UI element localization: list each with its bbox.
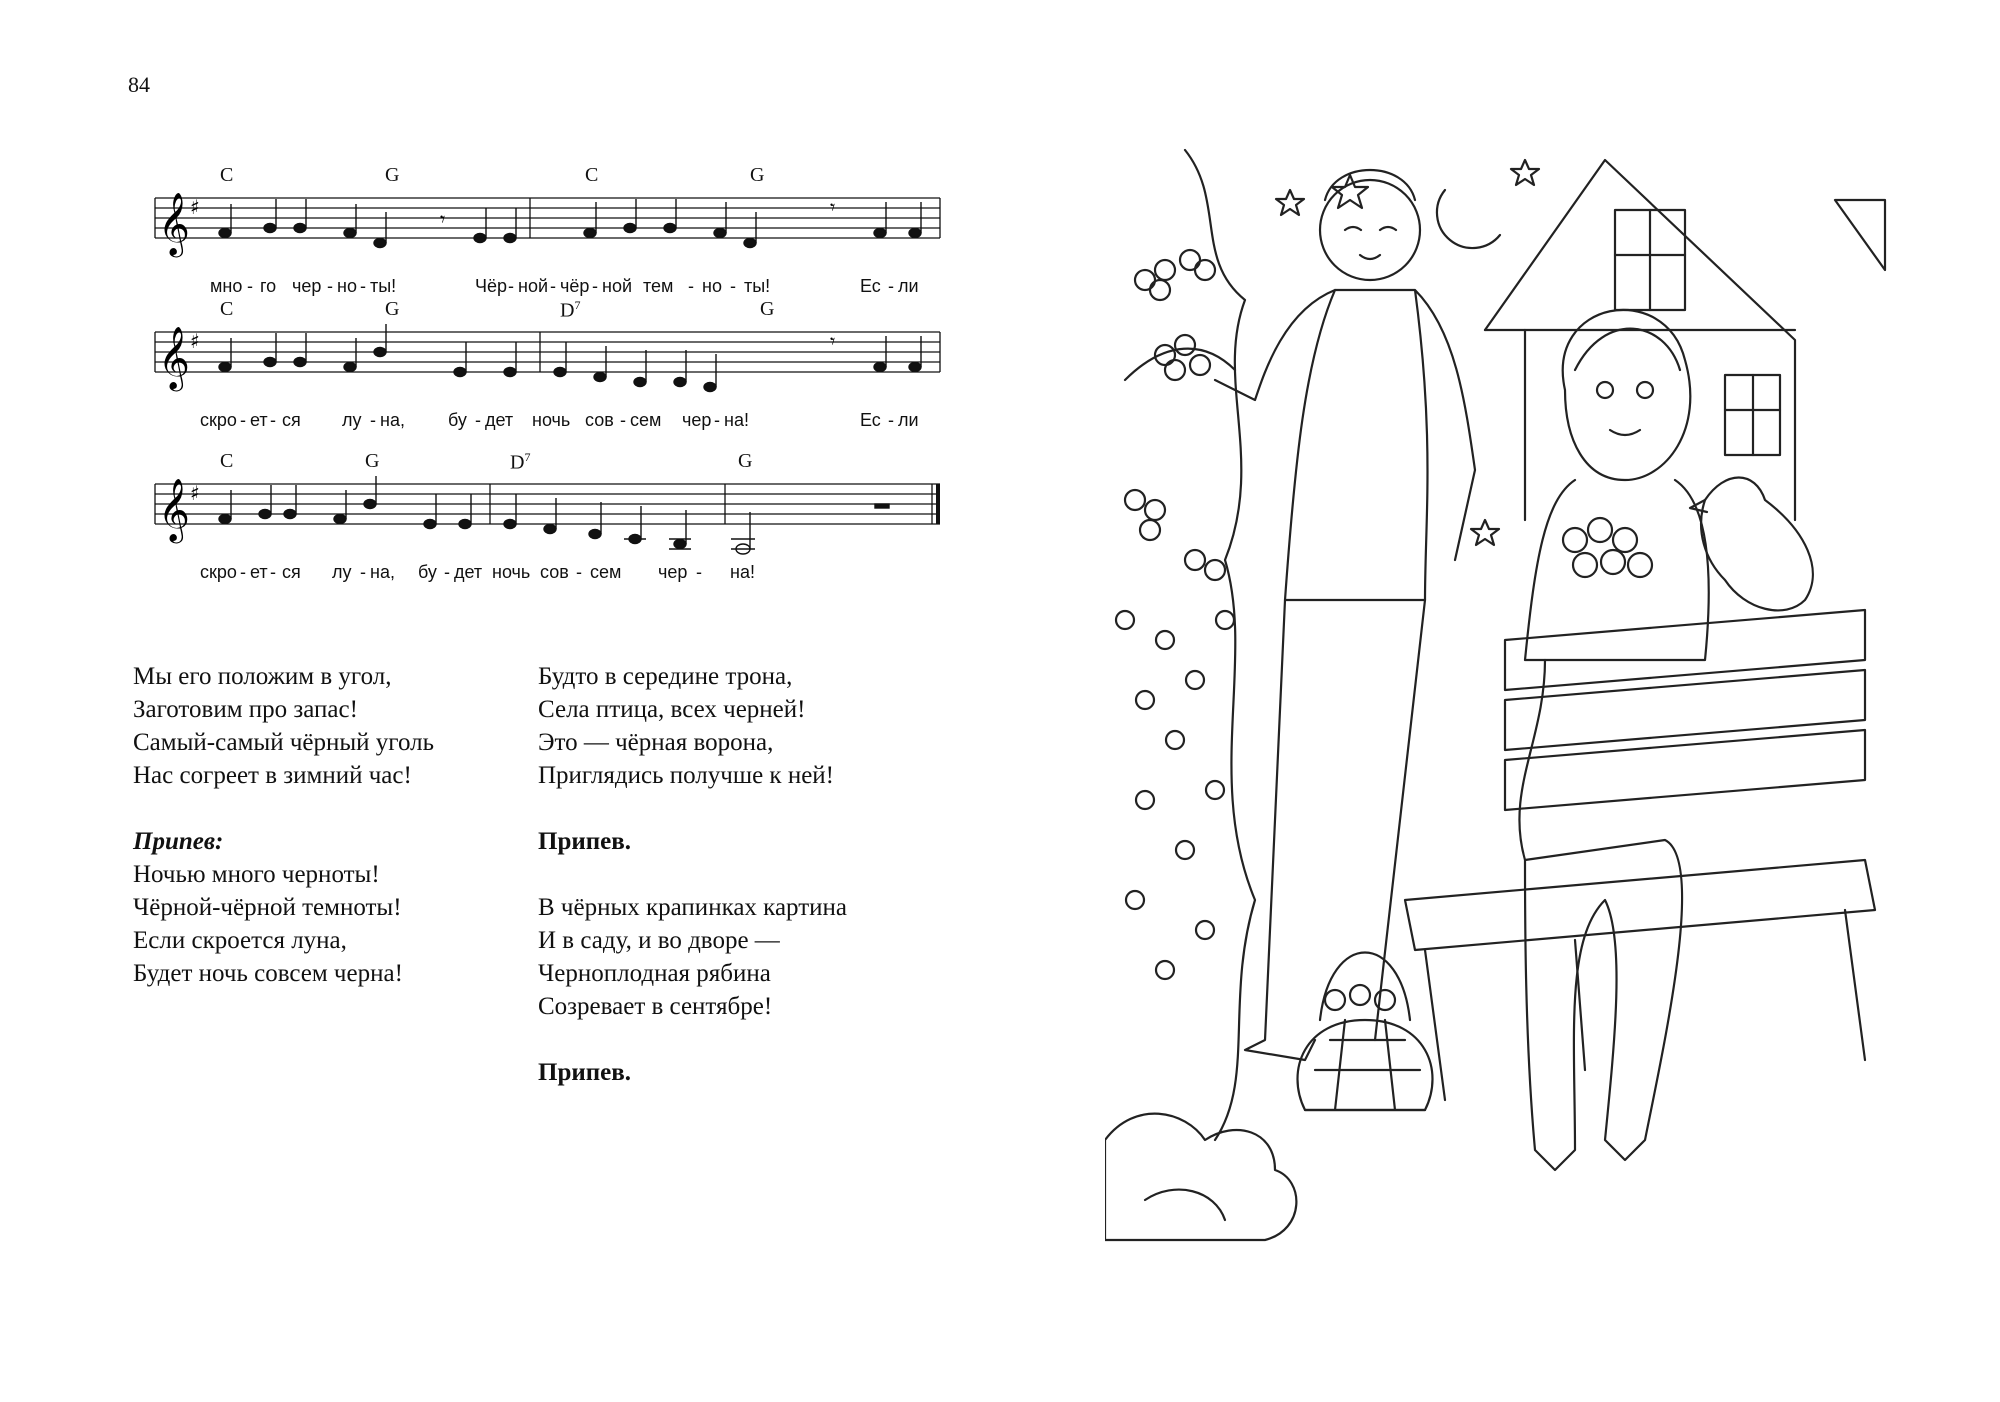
lyric-syllable: - bbox=[620, 410, 626, 430]
lyric-syllable: - bbox=[475, 410, 481, 430]
lyric-syllable: ся bbox=[282, 562, 301, 582]
verse-line: Черноплодная рябина bbox=[538, 960, 771, 987]
lyric-syllable: скро bbox=[200, 562, 237, 582]
lyric-syllable: - bbox=[270, 410, 276, 430]
svg-text:𝄞: 𝄞 bbox=[158, 478, 190, 541]
lyric-syllable: ночь bbox=[532, 410, 571, 430]
verse-line: Созревает в сентябре! bbox=[538, 993, 773, 1020]
svg-text:𝄾: 𝄾 bbox=[830, 331, 836, 353]
chord-label: G bbox=[385, 164, 400, 186]
coloring-page-couple-on-bench-icon bbox=[1105, 140, 1905, 1280]
chord-label: G bbox=[750, 164, 765, 186]
lyric-syllable: но bbox=[337, 276, 357, 296]
lyric-syllable: - bbox=[247, 276, 253, 296]
lyric-syllable: - bbox=[888, 276, 894, 296]
lyric-syllable: ся bbox=[282, 410, 301, 430]
verse-line: Приглядись получше к ней! bbox=[538, 762, 835, 789]
verse-line: Будто в середине трона, bbox=[538, 663, 793, 690]
verse-line: Заготовим про запас! bbox=[133, 696, 358, 723]
lyric-syllable: ет bbox=[250, 562, 268, 582]
lyric-syllable: - bbox=[327, 276, 333, 296]
lyric-syllable: - bbox=[240, 410, 246, 430]
lyric-syllable: - bbox=[360, 276, 366, 296]
lyric-syllable: но bbox=[702, 276, 722, 296]
chord-label: C bbox=[220, 164, 234, 186]
verse-line: Мы его положим в угол, bbox=[133, 663, 392, 690]
coloring-illustration bbox=[1105, 140, 1905, 1280]
music-staff-3 bbox=[140, 450, 940, 600]
lyric-syllable: на! bbox=[724, 410, 749, 430]
lyric-syllable: сов bbox=[540, 562, 569, 582]
lyric-syllable: Ес bbox=[860, 410, 881, 430]
chord-label: G bbox=[385, 298, 400, 320]
lyric-syllable: - bbox=[550, 276, 556, 296]
refrain-line: Если скроется луна, bbox=[133, 927, 347, 954]
lyric-syllable: - bbox=[696, 562, 702, 582]
lyric-syllable: - bbox=[688, 276, 694, 296]
lyric-syllable: - bbox=[730, 276, 736, 296]
lyric-syllable: ной bbox=[602, 276, 633, 296]
music-staff-2 bbox=[140, 298, 940, 448]
lyric-syllable: - bbox=[508, 276, 514, 296]
lyric-syllable: сем bbox=[590, 562, 622, 582]
verse-line: Села птица, всех черней! bbox=[538, 696, 806, 723]
lyric-syllable: - bbox=[360, 562, 366, 582]
lyric-syllable: - bbox=[240, 562, 246, 582]
verse-line: Это — чёрная ворона, bbox=[538, 729, 774, 756]
lyric-syllable: - bbox=[888, 410, 894, 430]
chord-label: G bbox=[738, 450, 753, 472]
lyric-syllable: - bbox=[714, 410, 720, 430]
chord-label: G bbox=[760, 298, 775, 320]
lyric-syllable: бу bbox=[418, 562, 437, 582]
refrain-heading: Припев: bbox=[133, 828, 224, 855]
lyric-syllable: - bbox=[592, 276, 598, 296]
lyric-syllable: ет bbox=[250, 410, 268, 430]
svg-text:𝄞: 𝄞 bbox=[158, 192, 190, 255]
svg-text:𝄾: 𝄾 bbox=[830, 197, 836, 219]
svg-text:♯: ♯ bbox=[190, 329, 200, 353]
lyric-syllable: Чёр bbox=[475, 276, 508, 296]
lyric-syllable: тем bbox=[643, 276, 674, 296]
svg-text:𝄞: 𝄞 bbox=[158, 326, 190, 389]
verse-line: И в саду, и во дворе — bbox=[538, 927, 780, 954]
music-staff-1 bbox=[140, 164, 940, 314]
lyric-syllable: чёр bbox=[560, 276, 590, 296]
lyric-syllable: ли bbox=[898, 410, 919, 430]
lyric-syllable: скро bbox=[200, 410, 237, 430]
lyric-syllable: го bbox=[260, 276, 277, 296]
lyric-syllable: Ес bbox=[860, 276, 881, 296]
lyric-syllable: ты! bbox=[744, 276, 771, 296]
lyric-syllable: мно bbox=[210, 276, 243, 296]
svg-text:𝄾: 𝄾 bbox=[440, 209, 446, 231]
chord-label: $D^7$ bbox=[560, 298, 581, 322]
lyric-syllable: сов bbox=[585, 410, 614, 430]
chord-label: $D^7$ bbox=[510, 450, 531, 474]
lyric-syllable: на! bbox=[730, 562, 755, 582]
lyric-syllable: на, bbox=[380, 410, 405, 430]
lyric-syllable: дет bbox=[485, 410, 514, 430]
lyric-syllable: чер bbox=[682, 410, 712, 430]
chord-label: C bbox=[585, 164, 599, 186]
verse-line: Нас согреет в зимний час! bbox=[133, 762, 412, 789]
chord-label: C bbox=[220, 450, 234, 472]
lyric-syllable: - bbox=[270, 562, 276, 582]
verse-line: Самый-самый чёрный уголь bbox=[133, 729, 434, 756]
svg-text:♯: ♯ bbox=[190, 195, 200, 219]
lyric-syllable: - bbox=[370, 410, 376, 430]
refrain-reference: Припев. bbox=[538, 1059, 632, 1086]
lyrics-right-column bbox=[538, 660, 847, 1089]
lyric-syllable: чер bbox=[658, 562, 688, 582]
lyric-syllable: бу bbox=[448, 410, 467, 430]
lyric-syllable: - bbox=[576, 562, 582, 582]
lyric-syllable: сем bbox=[630, 410, 662, 430]
verse-line: В чёрных крапинках картина bbox=[538, 894, 847, 921]
lyric-syllable: дет bbox=[454, 562, 483, 582]
lyrics-left-column bbox=[133, 660, 434, 990]
lyric-syllable: ной bbox=[518, 276, 549, 296]
lyric-syllable: чер bbox=[292, 276, 322, 296]
lyric-syllable: ли bbox=[898, 276, 919, 296]
chord-label: C bbox=[220, 298, 234, 320]
lyric-syllable: ты! bbox=[370, 276, 397, 296]
lyric-syllable: лу bbox=[342, 410, 362, 430]
refrain-line: Чёрной-чёрной темноты! bbox=[133, 894, 402, 921]
page-number: 84 bbox=[128, 72, 150, 97]
svg-text:♯: ♯ bbox=[190, 481, 200, 505]
chord-label: G bbox=[365, 450, 380, 472]
refrain-line: Ночью много черноты! bbox=[133, 861, 380, 888]
refrain-reference: Припев. bbox=[538, 828, 632, 855]
lyric-syllable: - bbox=[444, 562, 450, 582]
lyric-syllable: на, bbox=[370, 562, 395, 582]
lyric-syllable: лу bbox=[332, 562, 352, 582]
refrain-line: Будет ночь совсем черна! bbox=[133, 960, 403, 987]
lyric-syllable: ночь bbox=[492, 562, 531, 582]
